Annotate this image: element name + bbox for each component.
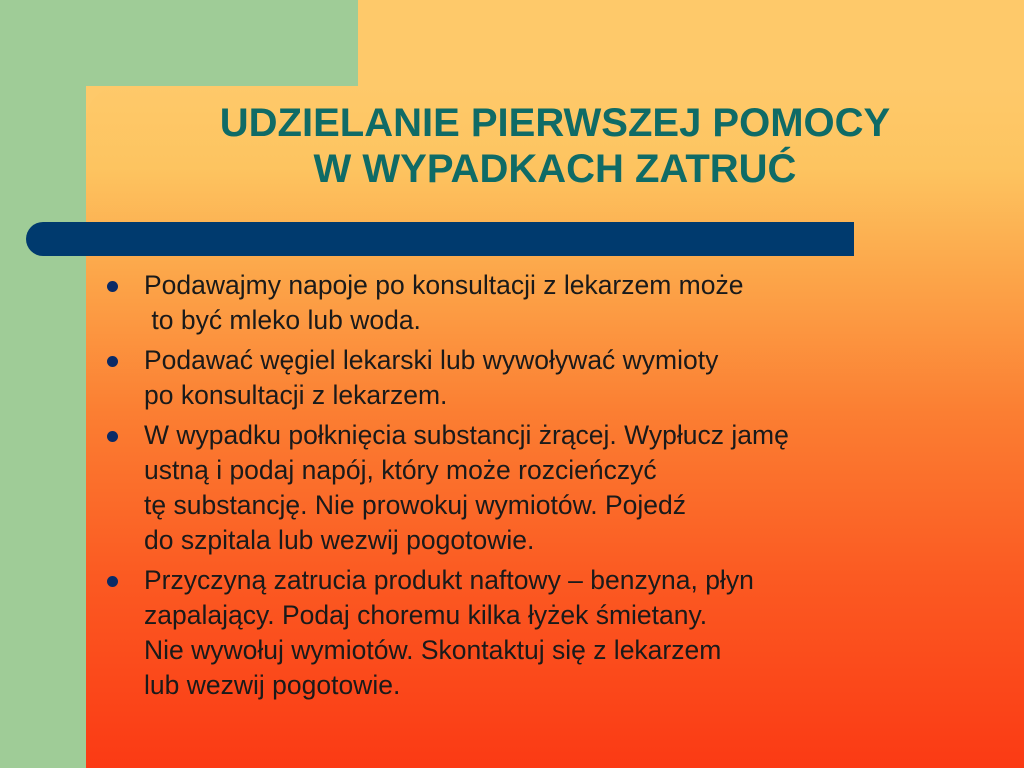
bullet-item-2-line-1: Podawać węgiel lekarski lub wywoływać wymioty [144, 345, 719, 375]
bullet-list [104, 268, 1004, 708]
bullet-item-1-line-2: to być mleko lub woda. [144, 305, 421, 335]
slide-title-line-1: UDZIELANIE PIERWSZEJ POMOCY [219, 101, 891, 145]
bullet-item-3-line-3: tę substancję. Nie prowokuj wymiotów. Pojedź [144, 490, 687, 520]
bullet-item-3-line-1: W wypadku połknięcia substancji żrącej. Wypłucz jamę [144, 420, 789, 450]
bullet-item-2 [104, 343, 1004, 413]
top-decorative-block [86, 0, 358, 86]
top-decorative-strip [358, 0, 1024, 86]
title-underline-bar [26, 222, 854, 256]
slide-title [86, 100, 1024, 192]
slide-title-line-2: W WYPADKACH ZATRUĆ [313, 147, 797, 191]
bullet-item-4 [104, 563, 1004, 703]
bullet-dot-icon [107, 576, 118, 587]
bullet-item-4-line-3: Nie wywołuj wymiotów. Skontaktuj się z lekarzem [144, 635, 722, 665]
bullet-dot-icon [107, 431, 118, 442]
bullet-item-4-line-1: Przyczyną zatrucia produkt naftowy – benzyna, płyn [144, 565, 754, 595]
bullet-item-1 [104, 268, 1004, 338]
bullet-dot-icon [107, 356, 118, 367]
bullet-item-2-line-2: po konsultacji z lekarzem. [144, 380, 448, 410]
bullet-item-1-line-1: Podawajmy napoje po konsultacji z lekarzem może [144, 270, 744, 300]
bullet-item-3-line-4: do szpitala lub wezwij pogotowie. [144, 525, 535, 555]
bullet-item-3 [104, 418, 1004, 558]
bullet-item-4-line-2: zapalający. Podaj choremu kilka łyżek śmietany. [144, 600, 708, 630]
bullet-dot-icon [107, 281, 118, 292]
bullet-item-3-line-2: ustną i podaj napój, który może rozcieńczyć [144, 455, 657, 485]
bullet-item-4-line-4: lub wezwij pogotowie. [144, 670, 401, 700]
left-decorative-band [0, 0, 86, 768]
